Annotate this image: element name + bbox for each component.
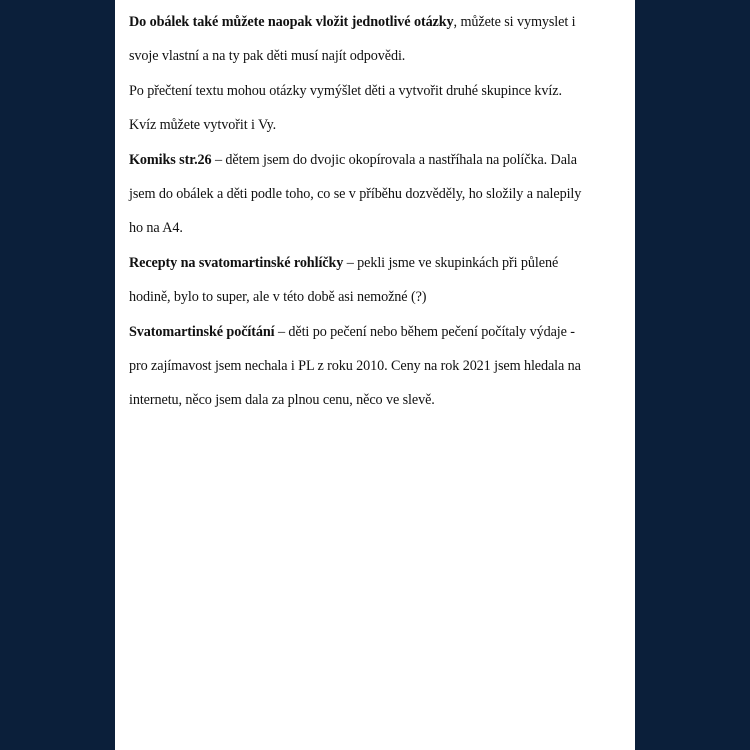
text-line (129, 111, 621, 145)
text-line (129, 42, 621, 76)
bold-run: Do obálek také můžete naopak vložit jednotlivé otázky (129, 14, 454, 30)
text-run: pro zajímavost jsem nechala i PL z roku 2010. Ceny na rok 2021 jsem hledala na (129, 357, 581, 374)
text-line (129, 249, 621, 283)
text-run: internetu, něco jsem dala za plnou cenu, něco ve slevě. (129, 392, 435, 409)
text-line (129, 180, 621, 214)
text-run: ho na A4. (129, 220, 183, 237)
text-run: Kvíz můžete vytvořit i Vy. (129, 117, 277, 134)
text-line (129, 214, 621, 248)
text-run: svoje vlastní a na ty pak děti musí najít odpovědi. (129, 48, 406, 65)
text-line (129, 283, 621, 317)
document-page (115, 0, 635, 750)
text-line (129, 77, 621, 111)
text-run: – dětem jsem do dvojic okopírovala a nastříhala na políčka. Dala (211, 151, 577, 168)
bold-run: Svatomartinské počítání (129, 323, 275, 340)
text-line (129, 386, 621, 420)
text-line (129, 318, 621, 352)
text-run: hodině, bylo to super, ale v této době asi nemožné (?) (129, 289, 427, 306)
text-line (129, 352, 621, 386)
text-line (129, 8, 621, 42)
text-line (129, 146, 621, 180)
text-run: – pekli jsme ve skupinkách při půlené (343, 254, 559, 271)
text-run: Po přečtení textu mohou otázky vymýšlet děti a vytvořit druhé skupince kvíz. (129, 82, 562, 99)
bold-run: Recepty na svatomartinské rohlíčky (129, 254, 344, 271)
text-run: , můžete si vymyslet i (453, 14, 576, 30)
text-run: jsem do obálek a děti podle toho, co se v příběhu dozvěděly, ho složily a nalepily (129, 185, 582, 202)
bold-run: Komiks str.26 (129, 151, 212, 168)
text-run: – děti po pečení nebo během pečení počítaly výdaje - (274, 323, 575, 340)
